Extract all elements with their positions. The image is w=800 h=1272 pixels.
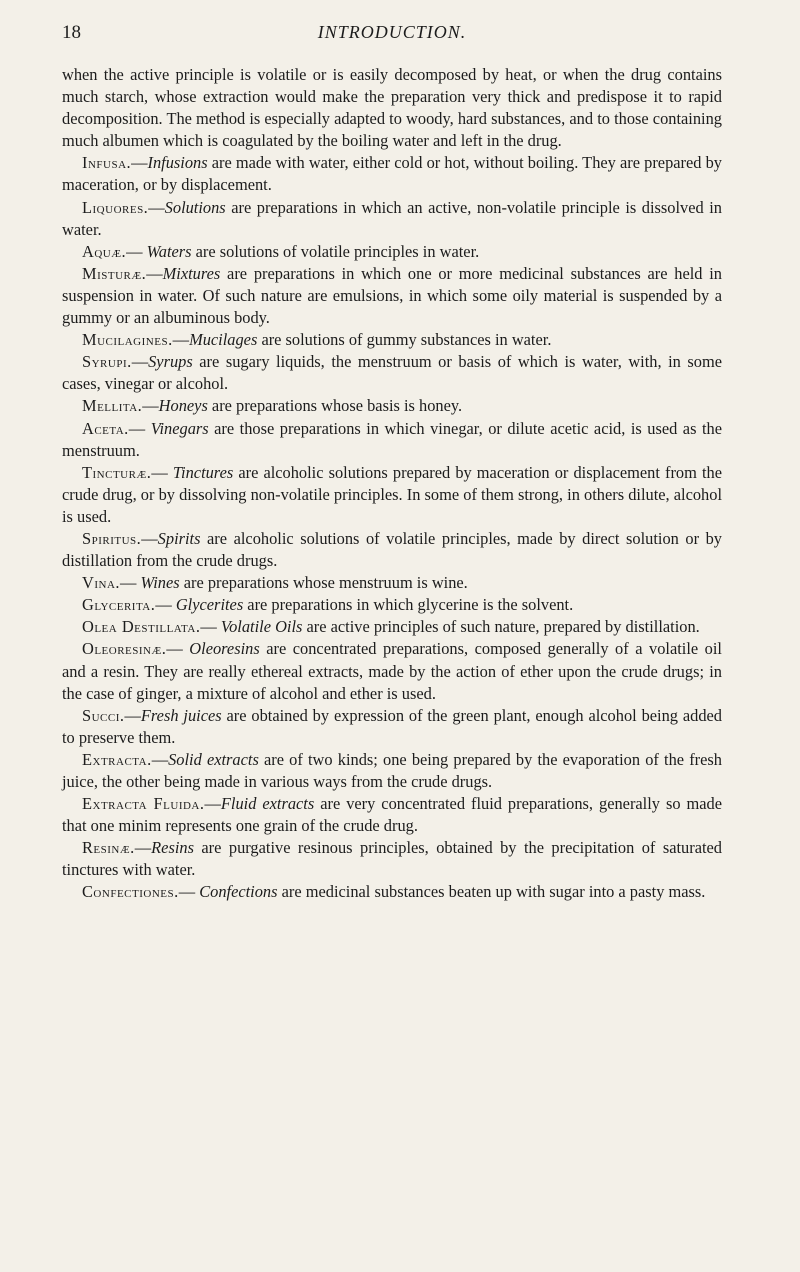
page-header	[62, 22, 722, 48]
entry-term: Resinæ.	[82, 838, 135, 858]
entry-term: Aceta.	[82, 418, 129, 438]
entry-term: Liquores.	[82, 197, 149, 217]
entry-description: are preparations in which glycerine is the solvent.	[243, 595, 574, 615]
entry-english-name: Syrups	[148, 352, 193, 372]
entry-paragraph	[62, 263, 722, 329]
intro-paragraph: when the active principle is volatile or is easily decomposed by heat, or when the drug contains much starch, whose extraction would make the preparation very thick and predispose it to rapid decomposition. The method is especially adapted to woody, hard substances, and to those containing much albumen which is coagulated by the boiling water and left in the drug.	[62, 65, 722, 151]
entry-paragraph	[62, 418, 722, 462]
entry-paragraph	[62, 197, 722, 241]
entry-english-name: Honeys	[158, 396, 208, 416]
running-head: INTRODUCTION.	[317, 22, 467, 42]
entry-term: Syrupi.	[82, 352, 132, 372]
entry-english-name: Oleoresins	[189, 639, 260, 659]
entry-description: are medicinal substances beaten up with sugar into a pasty mass.	[277, 882, 706, 902]
entry-separator: —	[142, 396, 159, 416]
entry-term: Vina.	[82, 573, 120, 593]
body-text	[62, 64, 722, 904]
entry-english-name: Resins	[151, 838, 194, 858]
entry-paragraph	[62, 351, 722, 395]
entry-separator: —	[172, 330, 190, 350]
entry-description: are active principles of such nature, prepared by distillation.	[302, 617, 700, 637]
entry-separator: —	[204, 794, 221, 814]
entry-description: are concentrated preparations, composed generally of a volatile oil and a resin. They are really ethereal extracts, made by the action of ether upon the crude drugs; in the case of ginger, a mixture of alcohol and ether is used.	[62, 639, 722, 703]
entry-english-name: Vinegars	[150, 418, 209, 438]
entry-separator: —	[128, 418, 151, 438]
entry-paragraph	[62, 881, 722, 903]
entry-english-name: Solutions	[164, 197, 226, 217]
entry-description: are sugary liquids, the menstruum or basis of which is water, with, in some cases, vinegar or alcohol.	[62, 352, 722, 394]
entry-english-name: Fresh juices	[140, 705, 222, 725]
entry-separator: —	[178, 882, 200, 902]
entry-paragraph	[62, 152, 722, 196]
entry-term: Confectiones.	[82, 882, 179, 902]
entry-term: Misturæ.	[82, 263, 147, 283]
entry-paragraph	[62, 749, 722, 793]
entry-paragraph	[62, 793, 722, 837]
entry-english-name: Solid extracts	[168, 749, 259, 769]
entry-term: Spiritus.	[82, 528, 142, 548]
entry-term: Aquæ.	[82, 241, 127, 261]
entry-description: are alcoholic solutions prepared by maceration or displacement from the crude drug, or by dissolving non-volatile principles. In some of them strong, in others dilute, alcohol is used.	[62, 462, 722, 526]
entry-english-name: Volatile Oils	[220, 617, 303, 637]
entry-term: Infusa.	[82, 153, 132, 173]
entry-paragraph	[62, 638, 722, 704]
entry-english-name: Wines	[140, 573, 180, 593]
entry-paragraph	[62, 594, 722, 616]
entry-paragraph	[62, 329, 722, 351]
entry-separator: —	[134, 838, 152, 858]
entry-english-name: Mucilages	[189, 330, 258, 350]
entry-term: Extracta Fluida.	[82, 794, 205, 814]
entry-list	[62, 152, 722, 903]
entry-description: are those preparations in which vinegar, or dilute acetic acid, is used as the menstruum.	[62, 418, 722, 460]
entry-english-name: Fluid extracts	[220, 794, 315, 814]
entry-separator: —	[151, 462, 173, 482]
entry-description: are alcoholic solutions of volatile principles, made by direct solution or by distillation from the crude drugs.	[62, 528, 722, 571]
entry-term: Tincturæ.	[82, 462, 152, 482]
entry-term: Oleoresinæ.	[82, 639, 167, 659]
entry-english-name: Infusions	[147, 153, 208, 173]
entry-description: are obtained by expression of the green plant, enough alcohol being added to preserve them.	[62, 705, 722, 747]
entry-description: are preparations whose menstruum is wine.	[179, 573, 468, 593]
entry-separator: —	[126, 241, 147, 261]
entry-term: Olea Destillata.	[82, 617, 201, 637]
entry-paragraph	[62, 572, 722, 594]
entry-separator: —	[131, 153, 148, 173]
entry-english-name: Confections	[199, 882, 278, 902]
entry-english-name: Mixtures	[162, 263, 221, 283]
entry-separator: —	[124, 705, 141, 725]
entry-term: Succi.	[82, 705, 125, 725]
entry-paragraph	[62, 837, 722, 881]
entry-term: Mucilagines.	[82, 330, 173, 350]
entry-separator: —	[200, 617, 221, 637]
entry-separator: —	[155, 595, 176, 615]
entry-separator: —	[166, 639, 190, 659]
entry-description: are of two kinds; one being prepared by the evaporation of the fresh juice, the other being made in various ways from the crude drugs.	[62, 749, 722, 791]
entry-description: are very concentrated fluid preparations, generally so made that one minim represents one grain of the crude drug.	[62, 794, 722, 836]
entry-term: Glycerita.	[82, 595, 156, 615]
entry-separator: —	[146, 263, 163, 283]
entry-description: are solutions of volatile principles in water.	[191, 241, 480, 261]
entry-paragraph	[62, 241, 722, 263]
entry-english-name: Glycerites	[175, 595, 244, 615]
entry-paragraph	[62, 395, 722, 417]
entry-english-name: Spirits	[157, 528, 201, 548]
entry-separator: —	[141, 528, 158, 548]
entry-term: Mellita.	[82, 396, 143, 416]
entry-description: are preparations whose basis is honey.	[207, 396, 463, 416]
entry-separator: —	[120, 573, 141, 593]
entry-separator: —	[151, 749, 169, 769]
entry-english-name: Tinctures	[172, 462, 234, 482]
entry-paragraph	[62, 528, 722, 572]
entry-separator: —	[131, 352, 149, 372]
entry-paragraph	[62, 705, 722, 749]
entry-description: are purgative resinous principles, obtained by the precipitation of saturated tinctures with water.	[62, 838, 722, 880]
entry-term: Extracta.	[82, 749, 152, 769]
entry-paragraph	[62, 462, 722, 528]
entry-description: are preparations in which an active, non-volatile principle is dissolved in water.	[62, 197, 722, 239]
entry-english-name: Waters	[146, 241, 192, 261]
entry-separator: —	[148, 197, 165, 217]
entry-description: are preparations in which one or more medicinal substances are held in suspension in water. Of such nature are emulsions, in which some oily material is suspended by a gummy or an albuminous body.	[62, 263, 722, 328]
entry-paragraph	[62, 616, 722, 638]
page-number: 18	[62, 22, 81, 43]
entry-description: are made with water, either cold or hot, without boiling. They are prepared by maceration, or by displacement.	[62, 153, 722, 195]
entry-description: are solutions of gummy substances in water.	[257, 330, 552, 350]
